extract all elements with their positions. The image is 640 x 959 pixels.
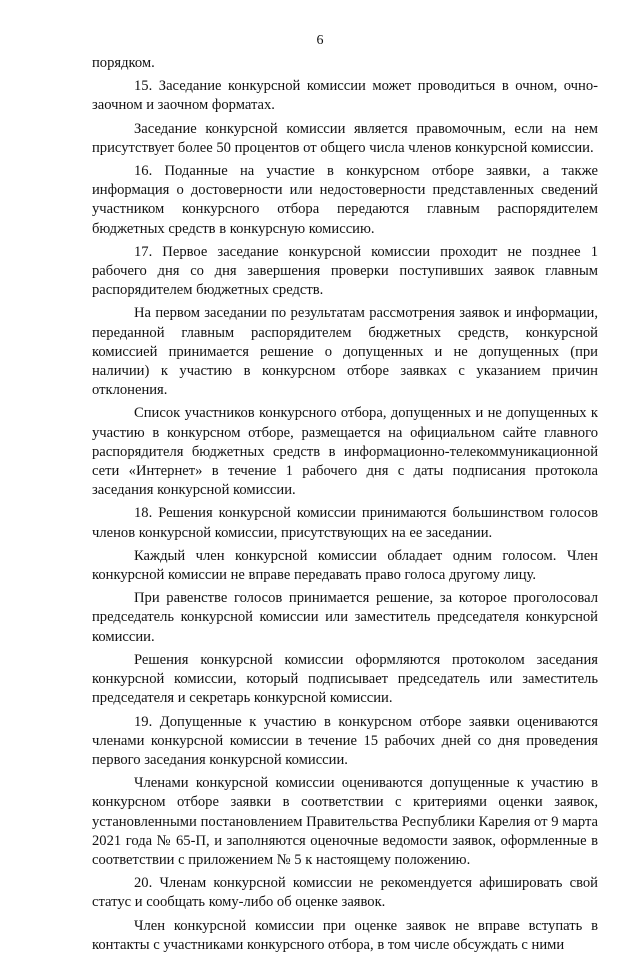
document-body — [92, 54, 598, 959]
paragraph: 15. Заседание конкурсной комиссии может проводиться в очном, очно-заочном и заочном форматах. — [92, 78, 598, 114]
paragraph: Заседание конкурсной комиссии является правомочным, если на нем присутствует более 50 процентов от общего числа членов конкурсной комиссии. — [92, 120, 598, 156]
paragraph: 18. Решения конкурсной комиссии принимаются большинством голосов членов конкурсной комиссии, присутствующих на ее заседании. — [92, 505, 598, 541]
paragraph: порядком. — [92, 55, 155, 71]
paragraph: На первом заседании по результатам рассмотрения заявок и информации, переданной главным распорядителем бюджетных средств, конкурсной комиссией принимается решение о допущенных и не допущенных (при наличии) к участию в конкурсном отборе заявках с указанием причин отклонения. — [92, 305, 598, 399]
paragraph: Список участников конкурсного отбора, допущенных и не допущенных к участию в конкурсном отборе, размещается на официальном сайте главного распорядителя бюджетных средств в информационно-телекоммуникационной сети «Интернет» в течение 1 рабочего дня с даты подписания протокола заседания конкурсной комиссии. — [92, 405, 598, 499]
paragraph: Каждый член конкурсной комиссии обладает одним голосом. Член конкурсной комиссии не вправе передавать право голоса другому лицу. — [92, 547, 598, 584]
paragraph: Решения конкурсной комиссии оформляются протоколом заседания конкурсной комиссии, который подписывает председатель или заместитель председателя и секретарь конкурсной комиссии. — [92, 651, 598, 707]
paragraph: Членами конкурсной комиссии оцениваются допущенные к участию в конкурсном отборе заявки в соответствии с критериями оценки заявок, установленными постановлением Правительства Республики Карелия от 9 марта 2021 года № 65-П, и заполняются оценочные ведомости заявок, оформленные в соответствии с приложением № 5 к настоящему положению. — [92, 775, 598, 868]
paragraph: 17. Первое заседание конкурсной комиссии проходит не позднее 1 рабочего дня со дня завершения проверки поступивших заявок главным распорядителем бюджетных средств. — [92, 243, 598, 299]
paragraph: Член конкурсной комиссии при оценке заявок не вправе вступать в контакты с участниками конкурсного отбора, в том числе обсуждать с ними — [92, 917, 598, 953]
paragraph: 20. Членам конкурсной комиссии не рекомендуется афишировать свой статус и сообщать кому-либо об оценке заявок. — [92, 875, 598, 911]
paragraph: При равенстве голосов принимается решение, за которое проголосовал председатель конкурсной комиссии или заместитель председателя конкурсной комиссии. — [92, 590, 598, 645]
paragraph: 16. Поданные на участие в конкурсном отборе заявки, а также информация о достоверности или недостоверности представленных сведений участником конкурсного отбора передаются главным распорядителем бюджетных средств в конкурсную комиссию. — [92, 163, 598, 237]
page-number: 6 — [316, 33, 324, 48]
paragraph: 19. Допущенные к участию в конкурсном отборе заявки оцениваются членами конкурсной комиссии в течение 15 рабочих дней со дня проведения первого заседания конкурсной комиссии. — [92, 713, 598, 768]
